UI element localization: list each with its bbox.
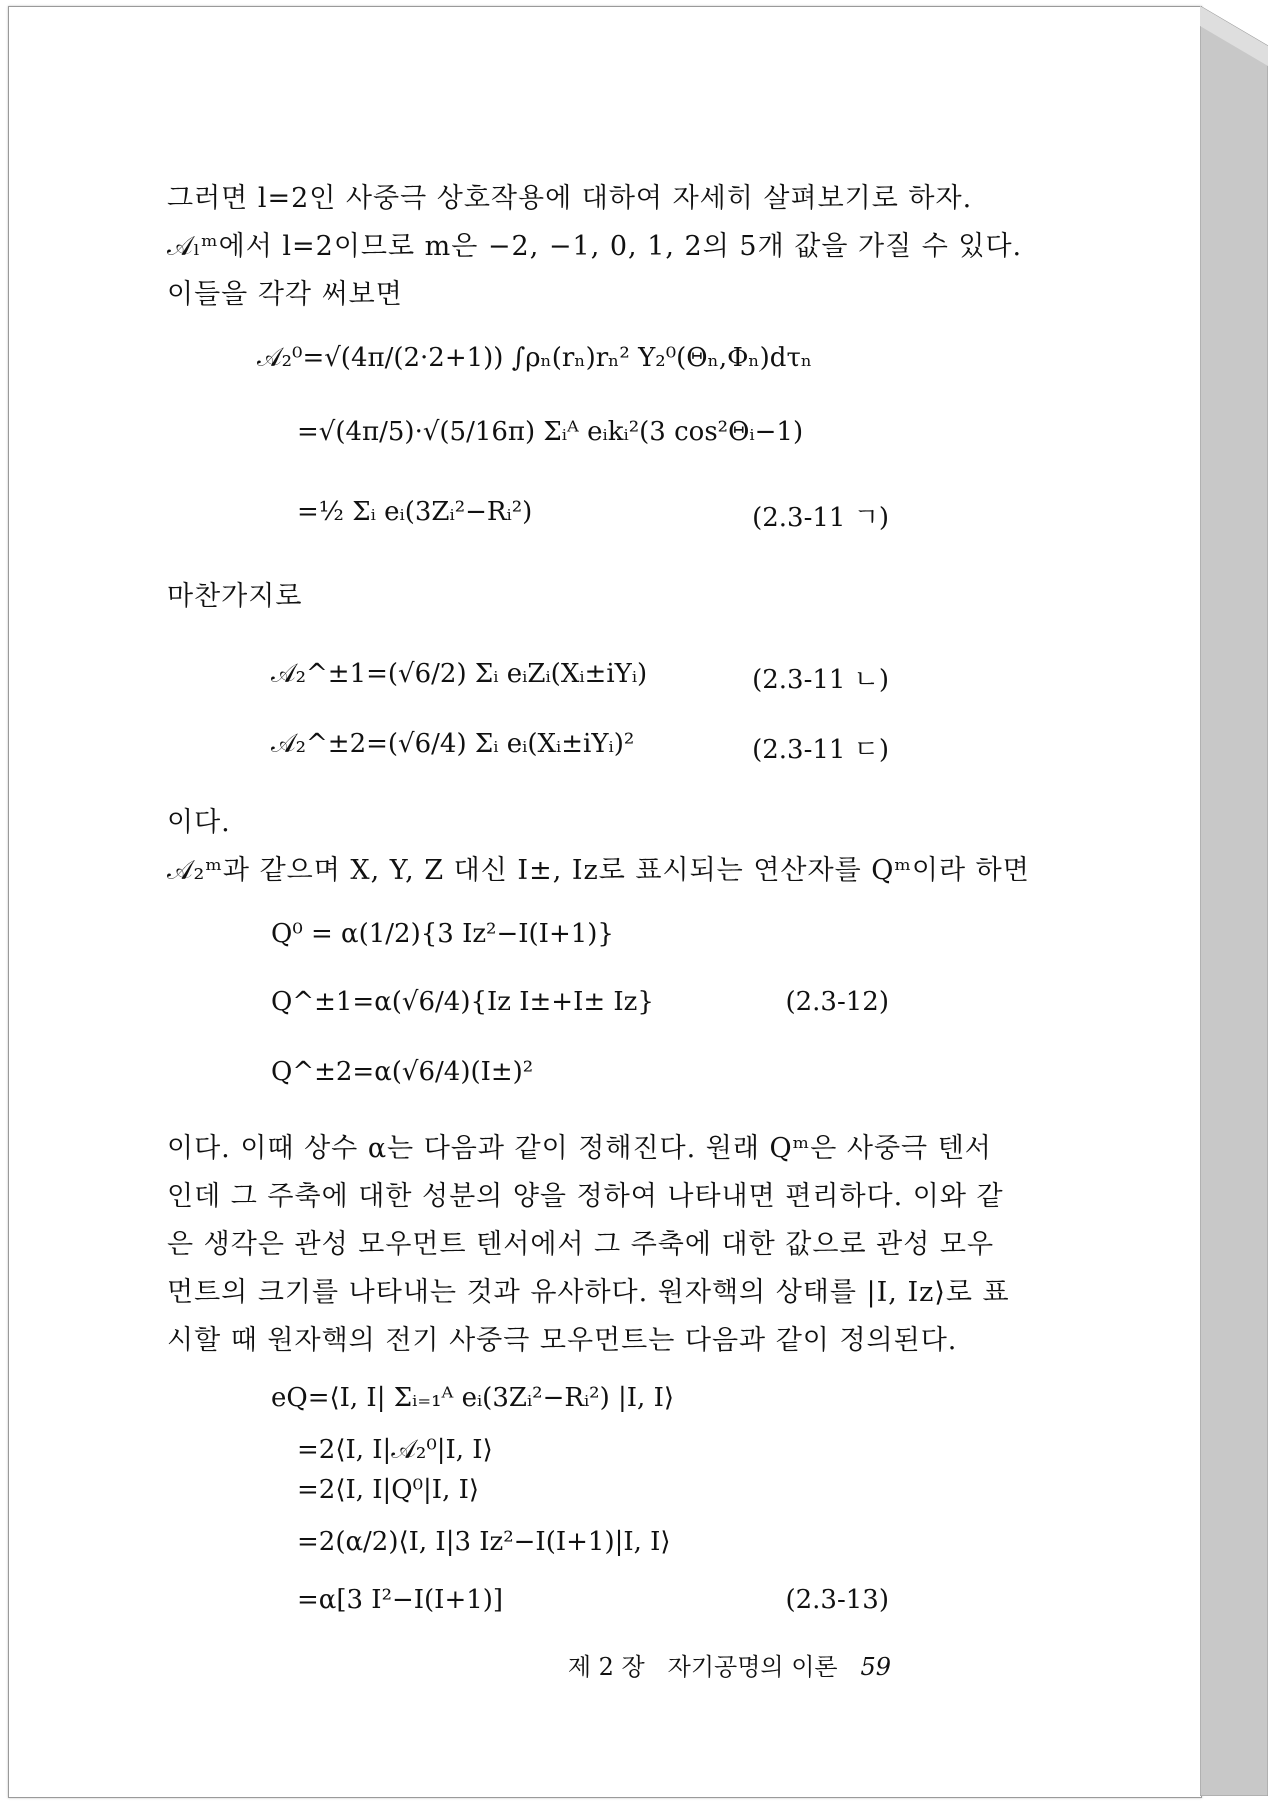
- body-line: 이다. 이때 상수 α는 다음과 같이 정해진다. 원래 Qᵐ은 사중극 텐서: [167, 1133, 992, 1164]
- equation-line: =2⟨I, I|Q⁰|I, I⟩: [297, 1475, 480, 1505]
- body-line: 은 생각은 관성 모우먼트 텐서에서 그 주축에 대한 값으로 관성 모우: [167, 1229, 995, 1260]
- intro-line: 이들을 각각 써보면: [167, 279, 403, 310]
- equation-line: 𝒜₂⁰=√(4π/(2·2+1)) ∫ρₙ(rₙ)rₙ² Y₂⁰(Θₙ,Φₙ)dτₙ: [257, 343, 813, 373]
- intro-paragraph: [167, 175, 1023, 319]
- equation-number: (2.3-11 ㄱ): [752, 503, 889, 533]
- equation-number: (2.3-12): [785, 987, 889, 1017]
- intro-line: 그러면 l=2인 사중극 상호작용에 대하여 자세히 살펴보기로 하자.: [167, 183, 973, 214]
- equation-number: (2.3-11 ㄷ): [752, 735, 889, 765]
- equation-line: Q^±2=α(√6/4)(I±)²: [271, 1057, 534, 1087]
- book-edge-shadow: [1200, 6, 1268, 1796]
- body-line: 시할 때 원자핵의 전기 사중극 모우먼트는 다음과 같이 정의된다.: [167, 1325, 958, 1356]
- ida-line: 이다.: [167, 807, 231, 838]
- equation-line: =2⟨I, I|𝒜₂⁰|I, I⟩: [297, 1435, 493, 1465]
- equation-line: =½ Σᵢ eᵢ(3Zᵢ²−Rᵢ²): [297, 497, 533, 527]
- body-line: 먼트의 크기를 나타내는 것과 유사하다. 원자핵의 상태를 |I, Iz⟩로 표: [167, 1277, 1010, 1308]
- equation-line: Q^±1=α(√6/4){Iz I±+I± Iz}: [271, 987, 654, 1017]
- equation-line: 𝒜₂^±2=(√6/4) Σᵢ eᵢ(Xᵢ±iYᵢ)²: [271, 729, 635, 759]
- body-paragraph: [167, 1125, 1009, 1365]
- footer-title: 자기공명의 이론: [667, 1653, 838, 1681]
- equation-line: 𝒜₂^±1=(√6/2) Σᵢ eᵢZᵢ(Xᵢ±iYᵢ): [271, 659, 648, 689]
- ops-paragraph: [167, 799, 1030, 895]
- page-number: 59: [860, 1653, 891, 1681]
- footer-chapter: 제 2 장: [567, 1653, 645, 1681]
- equation-line: =√(4π/5)·√(5/16π) Σᵢᴬ eᵢkᵢ²(3 cos²Θᵢ−1): [297, 417, 804, 447]
- equation-line: eQ=⟨I, I| Σᵢ₌₁ᴬ eᵢ(3Zᵢ²−Rᵢ²) |I, I⟩: [271, 1383, 674, 1413]
- body-line: 인데 그 주축에 대한 성분의 양을 정하여 나타내면 편리하다. 이와 같: [167, 1181, 1004, 1212]
- similarly-line: 마찬가지로: [167, 581, 303, 612]
- equation-line: Q⁰ = α(1/2){3 Iz²−I(I+1)}: [271, 919, 614, 949]
- similarly-text: [167, 573, 1009, 621]
- intro-line: 𝒜ₗᵐ에서 l=2이므로 m은 −2, −1, 0, 1, 2의 5개 값을 가질 수 있다.: [167, 231, 1023, 262]
- equation-line: =2(α/2)⟨I, I|3 Iz²−I(I+1)|I, I⟩: [297, 1527, 671, 1557]
- ops-line: 𝒜₂ᵐ과 같으며 X, Y, Z 대신 I±, Iz로 표시되는 연산자를 Qᵐ이라 하면: [167, 855, 1030, 886]
- page-footer: [568, 1647, 891, 1682]
- equation-line: =α[3 I²−I(I+1)]: [297, 1585, 504, 1615]
- equation-number: (2.3-13): [785, 1585, 889, 1615]
- equation-number: (2.3-11 ㄴ): [752, 665, 889, 695]
- book-page: [8, 6, 1202, 1798]
